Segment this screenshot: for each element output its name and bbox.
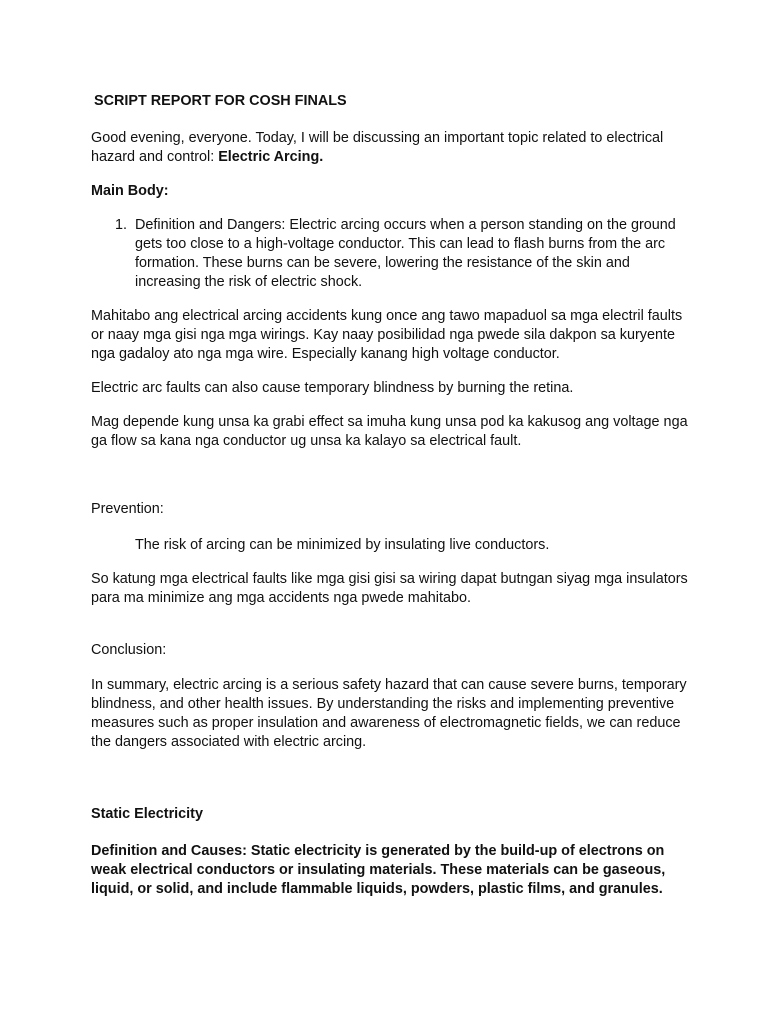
prevention-text: The risk of arcing can be minimized by insulating live conductors. [135,537,550,553]
conclusion-text: In summary, electric arcing is a serious safety hazard that can cause severe burns, temporary blindness, and other health issues. By understanding the risks and implementing preventive measures such as proper insulation and awareness of electromagnetic fields, we can reduce the dangers associated with electric arcing. [91,677,687,750]
intro-paragraph [91,129,691,167]
list-item-number: 1. [115,217,128,233]
paragraph-mahitabo: Mahitabo ang electrical arcing accidents kung once ang tawo mapaduol sa mga electril faults or naay mga gisi nga mga wirings. Kay naay posibilidad nga pwede sila dakpon sa kuryente nga gadaloy ato nga mga wire. Especially kanang high voltage conductor. [91,308,683,362]
paragraph-katung: So katung mga electrical faults like mga gisi gisi sa wiring dapat butngan siyag mga insulators para ma minimize ang mga accidents nga pwede mahitabo. [91,571,688,606]
main-body-heading: Main Body: [91,183,169,199]
static-electricity-heading: Static Electricity [91,806,203,822]
paragraph-blindness: Electric arc faults can also cause temporary blindness by burning the retina. [91,380,574,396]
intro-topic: Electric Arcing. [218,149,324,165]
intro-text: Good evening, everyone. Today, I will be discussing an important topic related to electrical hazard and control: [91,130,664,165]
prevention-heading: Prevention: [91,501,164,517]
paragraph-mag-depende: Mag depende kung unsa ka grabi effect sa imuha kung unsa pod ka kakusog ang voltage nga ga flow sa kana nga conductor ug unsa ka kalayo sa electrical fault. [91,414,688,449]
static-electricity-text: Definition and Causes: Static electricity is generated by the build-up of electrons on weak electrical conductors or insulating materials. These materials can be gaseous, liquid, or solid, and include flammable liquids, powders, plastic films, and granules. [91,843,666,897]
document-title: SCRIPT REPORT FOR COSH FINALS [94,93,347,109]
list-item-text: Definition and Dangers: Electric arcing occurs when a person standing on the ground gets too close to a high-voltage conductor. This can lead to flash burns from the arc formation. These burns can be severe, lowering the resistance of the skin and increasing the risk of electric shock. [135,217,676,290]
conclusion-heading: Conclusion: [91,642,167,658]
